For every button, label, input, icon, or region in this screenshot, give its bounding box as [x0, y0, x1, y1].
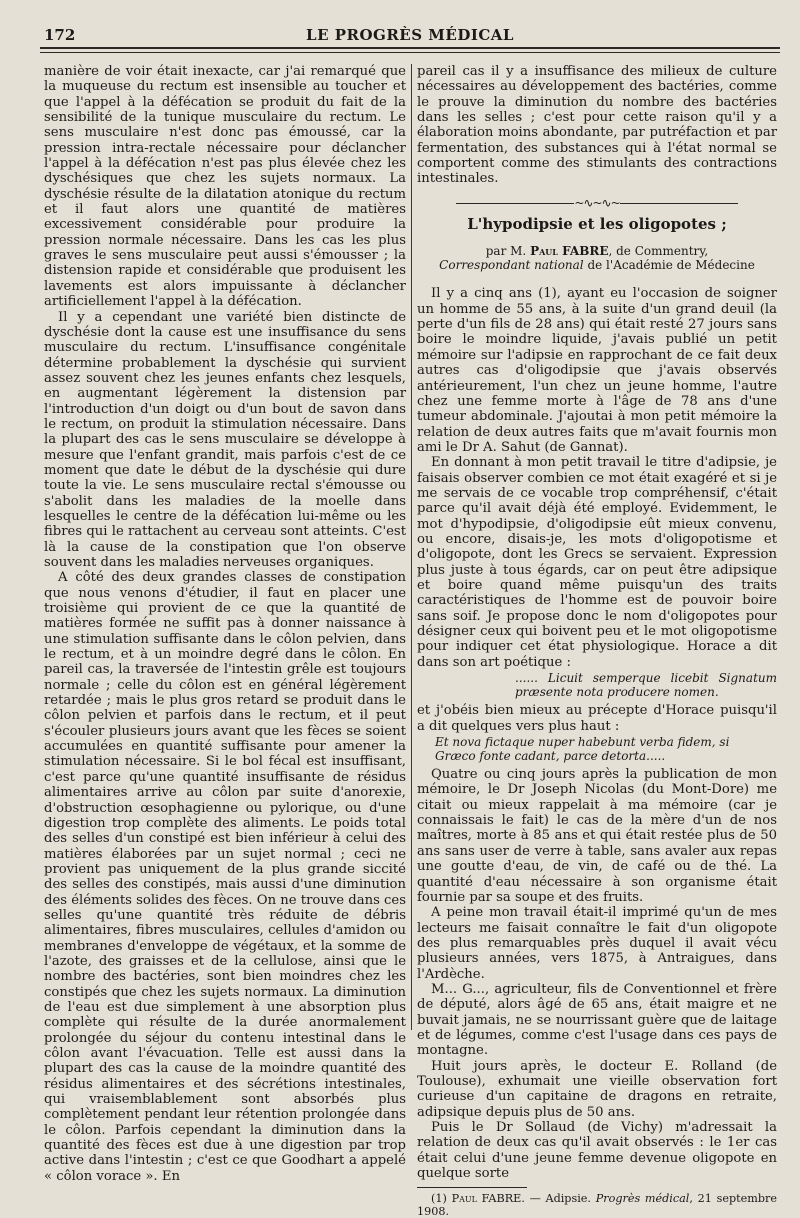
article-byline: par M. Paul FABRE, de Commentry, — [485, 244, 709, 259]
right-column — [417, 64, 777, 1218]
page-number: 172 — [44, 26, 76, 44]
paragraph: En donnant à mon petit travail le titre d'adipsie, je faisais observer combien ce mot était exagéré et si je me servais de ce vocable trop compréhensif, c'était parce qu'il avait déjà été employé. Evidemment, le mot d'hypodipsie, d'oligodipsie eût mieux convenu, ou encore, disais-je, les mots d'oligopotisme et d'oligopote, dont les Grecs se servaient. Expression plus juste à tous égards, car on peut être adipsique et boire quand même puisqu'un des traits caractéristiques de l'homme est de pouvoir boire sans soif. Je propose donc le nom d'oligopotes pour désigner ceux qui boivent peu et le mot oligopotisme pour indiquer cet état physiologique. Horace a dit dans son art poétique : — [417, 455, 777, 670]
header-rule-thin — [40, 52, 780, 53]
paragraph: Huit jours après, le docteur E. Rolland (de Toulouse), exhumait une vieille observation fort curieuse d'un capitaine de dragons en retraite, adipsique depuis plus de 50 ans. — [417, 1058, 777, 1120]
page-header — [40, 20, 780, 44]
author-affiliation: Correspondant national de l'Académie de Médecine — [439, 258, 755, 273]
paragraph: A peine mon travail était-il imprimé qu'un de mes lecteurs me faisait connaître le fait d'un oligopote des plus remarquables près duquel il avait vécu plusieurs années, vers 1875, à Antraigues, dans l'Ardèche. — [417, 905, 777, 982]
paragraph: manière de voir était inexacte, car j'ai remarqué que la muqueuse du rectum est insensible au toucher et que l'appel à la défécation se produit du fait de la sensibilité de la tunique musculaire du rectum. Le sens musculaire n'est donc pas émoussé, car la pression intra-rectale nécessaire pour déclancher l'appel à la défécation n'est pas plus élevée chez les dyschésiques que chez les sujets normaux. La dyschésie résulte de la dilatation atonique du rectum et il faut alors une quantité de matières excessivement considérable pour produire la pression normale nécessaire. Dans les cas les plus graves le sens musculaire peut aussi s'émousser ; la distension rapide et considérable que produisent les lavements est alors impuissante à déclancher artificiellement l'appel à la défécation. — [44, 64, 406, 310]
latin-quote-line: Et nova fictaque nuper habebunt verba fidem, si — [435, 734, 730, 749]
latin-quote: ...... Licuit semperque licebit Signatum præsente nota producere nomen. — [515, 671, 777, 699]
left-column — [44, 64, 406, 1184]
paragraph: Puis le Dr Sollaud (de Vichy) m'adressait la relation de deux cas qu'il avait observés : le 1er cas était celui d'une jeune femme devenue oligopote en quelque sorte — [417, 1120, 777, 1182]
paragraph: pareil cas il y a insuffisance des milieux de culture nécessaires au développement des bactéries, comme le prouve la diminution du nombre des bactéries dans les selles ; c'est pour cette raison qu'il y a élaboration moins abondante, par putréfaction et par fermentation, des substances qui à l'état normal se comportent comme des stimulants des contractions intestinales. — [417, 64, 777, 187]
footnote: (1) Paul FABRE. — Adipsie. Progrès médical, 21 septembre 1908. — [417, 1192, 777, 1218]
paragraph: M... G..., agriculteur, fils de Conventionnel et frère de député, alors âgé de 65 ans, était maigre et ne buvait jamais, ne se nourrissant guère que de laitage et de légumes, comme c'est l'usage dans ces pays de montagne. — [417, 981, 777, 1059]
author-name: Paul FABRE — [530, 244, 609, 259]
paragraph: et j'obéis bien mieux au précepte d'Horace puisqu'il a dit quelques vers plus haut : — [417, 703, 777, 734]
paragraph: Quatre ou cinq jours après la publication de mon mémoire, le Dr Joseph Nicolas (du Mont-Dore) me citait ou mieux rappelait à ma mémoire (car je connaissais le fait) le cas de la mère d'un de nos maîtres, morte à 85 ans et qui était restée plus de 50 ans sans user de verre à table, sans avaler aux repas une goutte d'eau, de vin, de café ou de thé. La quantité d'eau nécessaire à son organisme était fournie par sa soupe et des fruits. — [417, 767, 777, 905]
article-title: L'hypodipsie et les oligopotes ; — [467, 215, 727, 234]
paragraph: Il y a cinq ans (1), ayant eu l'occasion de soigner un homme de 55 ans, à la suite d'un grand deuil (la perte d'un fils de 28 ans) qui était resté 27 jours sans boire le moindre liquide, j'avais publié un petit mémoire sur l'adipsie en rapprochant de ce fait deux autres cas d'oligodipsie que j'avais observés antérieurement, l'un chez un jeune homme, l'autre chez une femme morte à l'âge de 78 ans d'une tumeur abdominale. J'ajoutai à mon petit mémoire la relation de deux autres faits que m'avait fournis mon ami le Dr A. Sahut (de Gannat). — [417, 286, 777, 455]
paragraph: Il y a cependant une variété bien distincte de dyschésie dont la cause est une insuffisance du sens musculaire du rectum. L'insuffisance congénitale détermine probablement la dyschésie qui survient assez souvent chez les jeunes enfants chez lesquels, en augmentant légèrement la distension par l'introduction d'un doigt ou d'un bout de savon dans le rectum, on produit la stimulation nécessaire. Dans la plupart des cas le sens musculaire se développe à mesure que l'enfant grandit, mais parfois c'est de ce moment que date le début de la dyschésie qui dure toute la vie. Le sens musculaire rectal s'émousse ou s'abolit dans les maladies de la moelle dans lesquelles le centre de la défécation lui-même ou les fibres qui le rattachent au cerveau sont atteints. C'est là la cause de la constipation que l'on observe souvent dans les maladies nerveuses organiques. — [44, 309, 406, 570]
footnote-rule — [417, 1187, 527, 1188]
latin-quote-line: Græco fonte cadant, parce detorta..... — [435, 748, 666, 763]
journal-title: LE PROGRÈS MÉDICAL — [306, 26, 514, 44]
column-divider — [411, 64, 412, 1030]
paragraph: A côté des deux grandes classes de constipation que nous venons d'étudier, il faut en placer une troisième qui provient de ce que la quantité de matières formée ne suffit pas à donner naissance à une stimulation suffisante dans le côlon pelvien, dans le rectum, et à un moindre degré dans le côlon. En pareil cas, la traversée de l'intestin grêle est toujours normale ; celle du côlon est en général légèrement retardée ; mais le plus gros retard se produit dans le côlon pelvien et parfois dans le rectum, et il peut s'écouler plusieurs jours avant que les fèces se soient accumulées en quantité suffisante pour amener la stimulation nécessaire. Si le bol fécal est insuffisant, c'est parce qu'une quantité insuffisante de résidus alimentaires arrive au côlon par suite d'anorexie, d'obstruction œsophagienne ou pylorique, ou d'une digestion trop complète des aliments. Le poids total des selles d'un constipé est bien inférieur à celui des matières élaborées par un sujet normal ; ceci ne provient pas uniquement de la plus grande siccité des selles des constipés, mais aussi d'une diminution des éléments solides des fèces. On ne trouve dans ces selles qu'une quantité très réduite de débris alimentaires, fibres musculaires, cellules d'amidon ou membranes d'enveloppe de végétaux, et la somme de l'azote, des graisses et de la cellulose, ainsi que le nombre des bactéries, sont bien moindres chez les constipés que chez les sujets normaux. La diminution de l'eau est due simplement à une absorption plus complète qui résulte de la durée anormalement prolongée du séjour du contenu intestinal dans le côlon avant l'évacuation. Telle est aussi dans la plupart des cas la cause de la moindre quantité des résidus alimentaires et des sécrétions intestinales, qui vraisemblablement sont absorbés plus complètement pendant leur rétention prolongée dans le côlon. Parfois cependant la diminution dans la quantité des fèces est due à une digestion par trop active dans l'intestin ; c'est ce que Goodhart a appelé « côlon vorace ». En — [44, 570, 406, 1184]
header-rule — [40, 47, 780, 49]
section-ornament: ~∿~∿~ — [417, 196, 777, 211]
